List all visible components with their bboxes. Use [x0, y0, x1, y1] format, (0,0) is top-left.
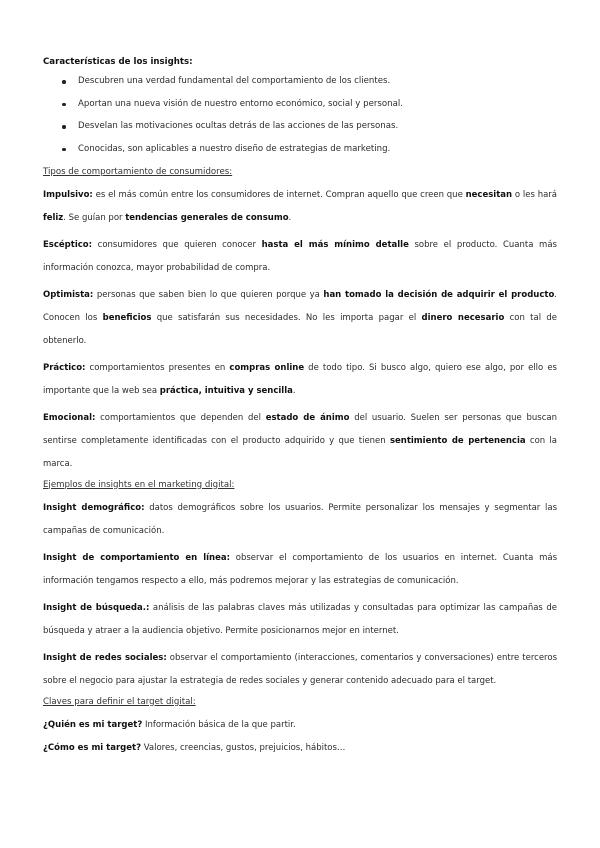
consumer-type-esceptico: Escéptico: consumidores que quieren conocer hasta el más mínimo detalle sobre el producto. Cuanta más información conozca, mayor probabilidad de compra. — [43, 239, 557, 273]
list-item: Conocidas, son aplicables a nuestro diseño de estrategias de marketing. — [43, 144, 557, 155]
bullet-dot-icon — [62, 125, 66, 129]
bullet-dot-icon — [62, 103, 66, 107]
insights-list — [43, 76, 557, 155]
example-insight-demografico: Insight demográfico: datos demográficos sobre los usuarios. Permite personalizar los mensajes y segmentar las campañas de comunicación. — [43, 502, 557, 536]
consumer-type-optimista: Optimista: personas que saben bien lo que quieren porque ya han tomado la decisión de adquirir el producto. Conocen los beneficios que satisfarán sus necesidades. No les importa pagar el dinero necesario con tal de obtenerlo. — [43, 289, 557, 346]
bullet-dot-icon — [62, 148, 66, 152]
document-body — [43, 57, 557, 760]
consumer-type-impulsivo: Impulsivo: es el más común entre los consumidores de internet. Compran aquello que creen que necesitan o les hará feliz. Se guían por tendencias generales de consumo. — [43, 189, 558, 223]
list-item: Descubren una verdad fundamental del comportamiento de los clientes. — [43, 76, 557, 87]
consumer-type-practico: Práctico: comportamientos presentes en compras online de todo tipo. Si busco algo, quiero ese algo, por ello es importante que la web sea práctica, intuitiva y sencilla. — [43, 362, 557, 396]
target-section-title: Claves para definir el target digital: — [43, 696, 196, 707]
consumers-section-title: Tipos de comportamiento de consumidores: — [43, 166, 233, 177]
target-question-como: ¿Cómo es mi target? Valores, creencias, gustos, prejuicios, hábitos… — [43, 742, 346, 753]
examples-section-title: Ejemplos de insights en el marketing digital: — [43, 479, 235, 490]
bullet-dot-icon — [62, 80, 66, 84]
list-item: Desvelan las motivaciones ocultas detrás de las acciones de las personas. — [43, 121, 557, 132]
target-question-quien: ¿Quién es mi target? Información básica de la que partir. — [43, 719, 296, 730]
example-insight-redes-sociales: Insight de redes sociales: observar el comportamiento (interacciones, comentarios y conversaciones) entre terceros sobre el negocio para ajustar la estrategia de redes sociales y generar contenido adecuado para el target. — [43, 652, 557, 686]
example-insight-busqueda: Insight de búsqueda.: análisis de las palabras claves más utilizadas y consultadas para optimizar las campañas de búsqueda y atraer a la audiencia objetivo. Permite posicionarnos mejor en internet. — [43, 602, 558, 636]
consumer-type-emocional: Emocional: comportamientos que dependen del estado de ánimo del usuario. Suelen ser personas que buscan sentirse completamente identificadas con el producto adquirido y que tienen sentimiento de pertenencia con la marca. — [43, 412, 557, 469]
list-item: Aportan una nueva visión de nuestro entorno económico, social y personal. — [43, 99, 557, 110]
example-insight-comportamiento: Insight de comportamiento en línea: observar el comportamiento de los usuarios en internet. Cuanta más información tengamos respecto a ello, más podremos mejorar y las estrategias de comunicación. — [43, 552, 558, 586]
insights-heading: Características de los insights: — [43, 57, 193, 67]
